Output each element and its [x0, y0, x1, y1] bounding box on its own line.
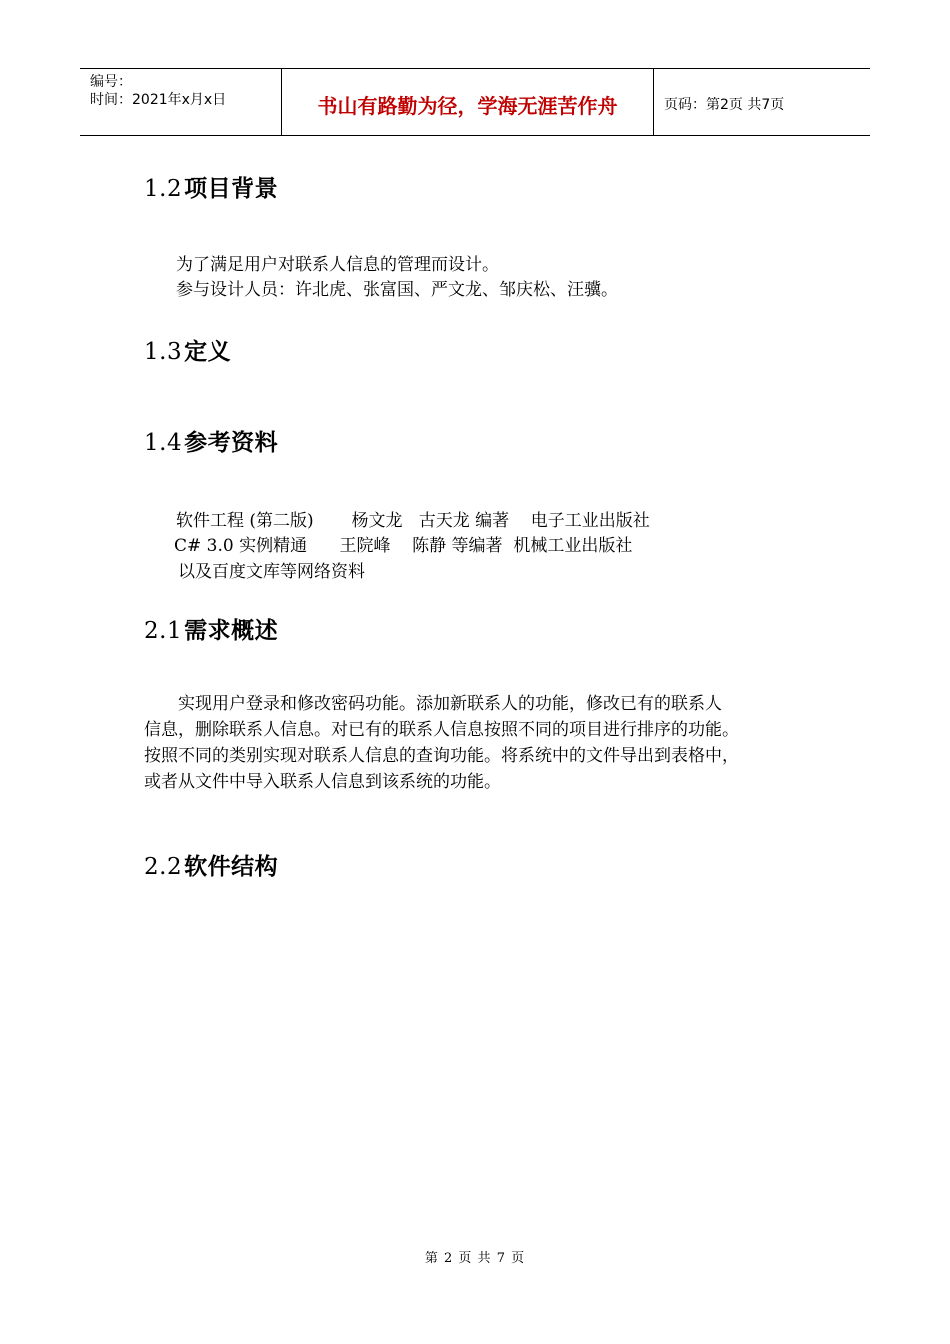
document-time-label: 时间：2021年x月x日	[90, 92, 227, 108]
requirements-line: 按照不同的类别实现对联系人信息的查询功能。将系统中的文件导出到表格中，	[144, 746, 739, 766]
requirements-paragraph	[144, 691, 814, 795]
requirements-line: 信息，删除联系人信息。对已有的联系人信息按照不同的项目进行排序的功能。	[144, 720, 739, 740]
section-heading-1-4	[144, 424, 278, 457]
section-heading-2-1	[144, 612, 278, 645]
section-title: 软件结构	[184, 853, 279, 880]
background-text-line-1: 为了满足用户对联系人信息的管理而设计。	[176, 255, 499, 275]
page-footer: 第 2 页 共 7 页	[424, 1251, 526, 1266]
section-heading-2-2	[144, 848, 278, 881]
page-header	[80, 68, 870, 136]
section-number: 1.3	[144, 339, 183, 365]
requirements-line: 或者从文件中导入联系人信息到该系统的功能。	[144, 772, 501, 792]
document-number-label: 编号：	[90, 74, 132, 90]
reference-item-3: 以及百度文库等网络资料	[178, 562, 365, 582]
section-title: 需求概述	[184, 617, 279, 644]
header-meta-cell	[80, 69, 281, 135]
section-heading-1-3	[144, 333, 231, 366]
section-title: 参考资料	[184, 429, 279, 456]
header-motto: 书山有路勤为径，学海无涯苦作舟	[281, 69, 654, 135]
section-number: 1.2	[144, 176, 183, 202]
section-heading-1-2	[144, 170, 278, 203]
reference-item-1: 软件工程 (第二版) 杨文龙 古天龙 编著 电子工业出版社	[176, 511, 650, 531]
requirements-line: 实现用户登录和修改密码功能。添加新联系人的功能，修改已有的联系人	[178, 694, 722, 714]
reference-item-2: C# 3.0 实例精通 王院峰 陈静 等编著 机械工业出版社	[174, 536, 633, 556]
background-text-line-2: 参与设计人员：许北虎、张富国、严文龙、邹庆松、汪骥。	[176, 280, 618, 300]
header-page-info: 页码：第2页 共7页	[664, 96, 785, 113]
section-number: 2.1	[144, 618, 183, 644]
section-title: 定义	[184, 338, 232, 365]
section-number: 2.2	[144, 854, 183, 880]
section-title: 项目背景	[184, 175, 279, 202]
section-number: 1.4	[144, 430, 183, 456]
